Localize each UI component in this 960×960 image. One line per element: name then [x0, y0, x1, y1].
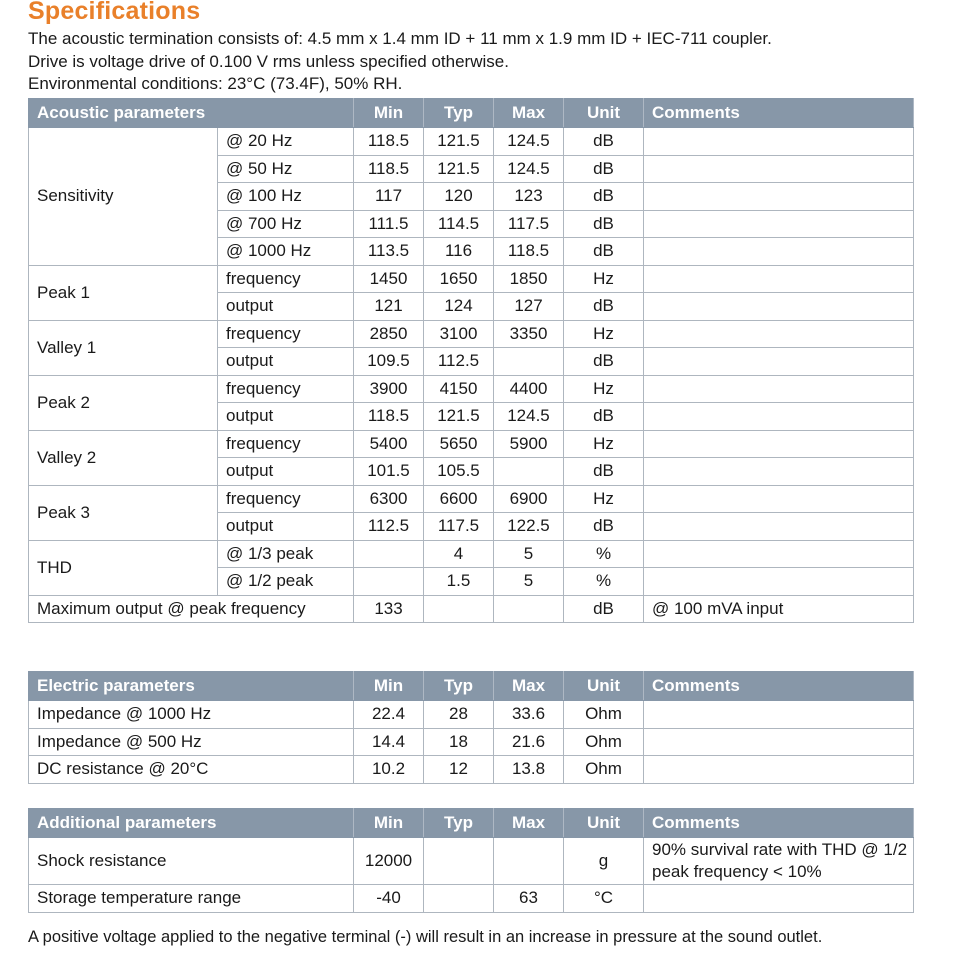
param-name: Peak 1	[29, 265, 218, 320]
cell-typ: 112.5	[424, 348, 494, 376]
cell-unit: dB	[564, 128, 644, 156]
condition: output	[218, 348, 354, 376]
cell-typ: 12	[424, 756, 494, 784]
cell-min: 113.5	[354, 238, 424, 266]
table-row	[29, 375, 914, 403]
intro-text	[28, 28, 772, 96]
table-row	[29, 595, 914, 623]
cell-max: 63	[494, 885, 564, 913]
cell-typ: 124	[424, 293, 494, 321]
cell-min	[354, 540, 424, 568]
param-name: DC resistance @ 20°C	[29, 756, 354, 784]
cell-typ: 3100	[424, 320, 494, 348]
table-row	[29, 756, 914, 784]
table-header-row	[29, 99, 914, 128]
header-min: Min	[354, 99, 424, 128]
header-max: Max	[494, 672, 564, 701]
cell-unit: Hz	[564, 320, 644, 348]
condition: output	[218, 293, 354, 321]
condition: output	[218, 403, 354, 431]
param-name: Valley 2	[29, 430, 218, 485]
cell-typ: 117.5	[424, 513, 494, 541]
param-name: Impedance @ 1000 Hz	[29, 701, 354, 729]
cell-min: 1450	[354, 265, 424, 293]
header-comments: Comments	[644, 809, 914, 838]
cell-comment	[644, 183, 914, 211]
param-name: Peak 2	[29, 375, 218, 430]
cell-unit: %	[564, 540, 644, 568]
cell-max: 124.5	[494, 155, 564, 183]
header-min: Min	[354, 672, 424, 701]
cell-max: 124.5	[494, 403, 564, 431]
condition: @ 1000 Hz	[218, 238, 354, 266]
cell-unit: g	[564, 838, 644, 885]
cell-unit: Hz	[564, 430, 644, 458]
cell-max: 5	[494, 540, 564, 568]
acoustic-parameters-table	[28, 98, 914, 623]
cell-comment	[644, 885, 914, 913]
cell-comment	[644, 238, 914, 266]
cell-typ: 18	[424, 728, 494, 756]
param-name: Maximum output @ peak frequency	[29, 595, 354, 623]
header-param: Electric parameters	[29, 672, 354, 701]
cell-min: 14.4	[354, 728, 424, 756]
cell-comment	[644, 568, 914, 596]
table-row	[29, 320, 914, 348]
cell-comment	[644, 458, 914, 486]
cell-unit: dB	[564, 348, 644, 376]
cell-max	[494, 838, 564, 885]
cell-max: 1850	[494, 265, 564, 293]
cell-typ: 28	[424, 701, 494, 729]
param-name: Valley 1	[29, 320, 218, 375]
cell-min: 118.5	[354, 128, 424, 156]
cell-max: 5	[494, 568, 564, 596]
page-title: Specifications	[28, 0, 201, 25]
param-name: Sensitivity	[29, 128, 218, 266]
condition: output	[218, 458, 354, 486]
cell-comment: 90% survival rate with THD @ 1/2 peak frequency < 10%	[644, 838, 914, 885]
cell-unit: dB	[564, 403, 644, 431]
footnote: A positive voltage applied to the negative terminal (-) will result in an increase in pressure at the sound outlet.	[28, 928, 823, 946]
cell-typ	[424, 885, 494, 913]
cell-typ: 114.5	[424, 210, 494, 238]
cell-typ: 1.5	[424, 568, 494, 596]
cell-comment	[644, 320, 914, 348]
condition: @ 20 Hz	[218, 128, 354, 156]
cell-comment	[644, 430, 914, 458]
cell-typ: 5650	[424, 430, 494, 458]
table-row	[29, 540, 914, 568]
header-typ: Typ	[424, 809, 494, 838]
condition: frequency	[218, 430, 354, 458]
cell-max: 33.6	[494, 701, 564, 729]
param-name: Shock resistance	[29, 838, 354, 885]
header-max: Max	[494, 99, 564, 128]
cell-comment	[644, 485, 914, 513]
cell-min: 109.5	[354, 348, 424, 376]
cell-typ: 121.5	[424, 155, 494, 183]
cell-unit: dB	[564, 595, 644, 623]
cell-typ	[424, 838, 494, 885]
electric-parameters-table	[28, 671, 914, 784]
cell-max	[494, 458, 564, 486]
header-param: Additional parameters	[29, 809, 354, 838]
condition: @ 700 Hz	[218, 210, 354, 238]
table-row	[29, 838, 914, 885]
condition: @ 100 Hz	[218, 183, 354, 211]
header-typ: Typ	[424, 672, 494, 701]
table-header-row	[29, 672, 914, 701]
condition: @ 50 Hz	[218, 155, 354, 183]
cell-unit: Ohm	[564, 701, 644, 729]
cell-comment	[644, 701, 914, 729]
cell-min: 6300	[354, 485, 424, 513]
cell-unit: dB	[564, 183, 644, 211]
cell-max: 124.5	[494, 128, 564, 156]
cell-typ: 6600	[424, 485, 494, 513]
header-max: Max	[494, 809, 564, 838]
condition: output	[218, 513, 354, 541]
cell-min: 101.5	[354, 458, 424, 486]
table-row	[29, 430, 914, 458]
cell-unit: dB	[564, 458, 644, 486]
cell-max: 13.8	[494, 756, 564, 784]
table-row	[29, 701, 914, 729]
intro-line: Environmental conditions: 23°C (73.4F), 50% RH.	[28, 74, 403, 93]
cell-unit: dB	[564, 238, 644, 266]
cell-max: 4400	[494, 375, 564, 403]
cell-max	[494, 348, 564, 376]
cell-min: 12000	[354, 838, 424, 885]
cell-unit: Ohm	[564, 728, 644, 756]
header-unit: Unit	[564, 99, 644, 128]
table-row	[29, 128, 914, 156]
cell-typ: 1650	[424, 265, 494, 293]
cell-max: 6900	[494, 485, 564, 513]
cell-min: 2850	[354, 320, 424, 348]
cell-min: 5400	[354, 430, 424, 458]
condition: frequency	[218, 320, 354, 348]
cell-unit: dB	[564, 293, 644, 321]
condition: @ 1/3 peak	[218, 540, 354, 568]
cell-typ: 120	[424, 183, 494, 211]
header-unit: Unit	[564, 809, 644, 838]
cell-comment	[644, 403, 914, 431]
cell-unit: °C	[564, 885, 644, 913]
header-param: Acoustic parameters	[29, 99, 354, 128]
cell-max: 3350	[494, 320, 564, 348]
cell-max: 118.5	[494, 238, 564, 266]
cell-unit: dB	[564, 155, 644, 183]
cell-unit: dB	[564, 210, 644, 238]
table-row	[29, 728, 914, 756]
cell-max: 127	[494, 293, 564, 321]
cell-min: 10.2	[354, 756, 424, 784]
cell-min: 133	[354, 595, 424, 623]
cell-comment	[644, 293, 914, 321]
param-name: Peak 3	[29, 485, 218, 540]
cell-min	[354, 568, 424, 596]
cell-min: 22.4	[354, 701, 424, 729]
cell-min: 111.5	[354, 210, 424, 238]
cell-comment	[644, 210, 914, 238]
cell-max: 21.6	[494, 728, 564, 756]
cell-max: 117.5	[494, 210, 564, 238]
table-row	[29, 885, 914, 913]
cell-typ: 116	[424, 238, 494, 266]
cell-min: 118.5	[354, 403, 424, 431]
table-header-row	[29, 809, 914, 838]
param-name: Impedance @ 500 Hz	[29, 728, 354, 756]
cell-typ	[424, 595, 494, 623]
cell-typ: 4150	[424, 375, 494, 403]
cell-typ: 121.5	[424, 128, 494, 156]
cell-comment	[644, 155, 914, 183]
cell-unit: Ohm	[564, 756, 644, 784]
cell-comment	[644, 756, 914, 784]
cell-min: 117	[354, 183, 424, 211]
cell-comment	[644, 265, 914, 293]
header-min: Min	[354, 809, 424, 838]
cell-comment	[644, 513, 914, 541]
table-row	[29, 485, 914, 513]
cell-typ: 4	[424, 540, 494, 568]
cell-unit: dB	[564, 513, 644, 541]
cell-max	[494, 595, 564, 623]
cell-max: 5900	[494, 430, 564, 458]
cell-unit: %	[564, 568, 644, 596]
cell-unit: Hz	[564, 375, 644, 403]
header-unit: Unit	[564, 672, 644, 701]
header-typ: Typ	[424, 99, 494, 128]
cell-comment	[644, 375, 914, 403]
header-comments: Comments	[644, 99, 914, 128]
cell-min: 118.5	[354, 155, 424, 183]
intro-line: Drive is voltage drive of 0.100 V rms unless specified otherwise.	[28, 51, 509, 71]
intro-line: The acoustic termination consists of: 4.5 mm x 1.4 mm ID + 11 mm x 1.9 mm ID + IEC-711 coupler.	[28, 29, 772, 48]
cell-typ: 105.5	[424, 458, 494, 486]
condition: frequency	[218, 375, 354, 403]
cell-unit: Hz	[564, 485, 644, 513]
cell-comment: @ 100 mVA input	[644, 595, 914, 623]
condition: frequency	[218, 485, 354, 513]
cell-min: 3900	[354, 375, 424, 403]
cell-max: 122.5	[494, 513, 564, 541]
table-row	[29, 265, 914, 293]
param-name: Storage temperature range	[29, 885, 354, 913]
cell-max: 123	[494, 183, 564, 211]
header-comments: Comments	[644, 672, 914, 701]
condition: frequency	[218, 265, 354, 293]
cell-comment	[644, 128, 914, 156]
param-name: THD	[29, 540, 218, 595]
cell-min: -40	[354, 885, 424, 913]
cell-unit: Hz	[564, 265, 644, 293]
cell-typ: 121.5	[424, 403, 494, 431]
condition: @ 1/2 peak	[218, 568, 354, 596]
cell-min: 121	[354, 293, 424, 321]
cell-comment	[644, 348, 914, 376]
cell-min: 112.5	[354, 513, 424, 541]
cell-comment	[644, 728, 914, 756]
cell-comment	[644, 540, 914, 568]
additional-parameters-table	[28, 808, 914, 913]
